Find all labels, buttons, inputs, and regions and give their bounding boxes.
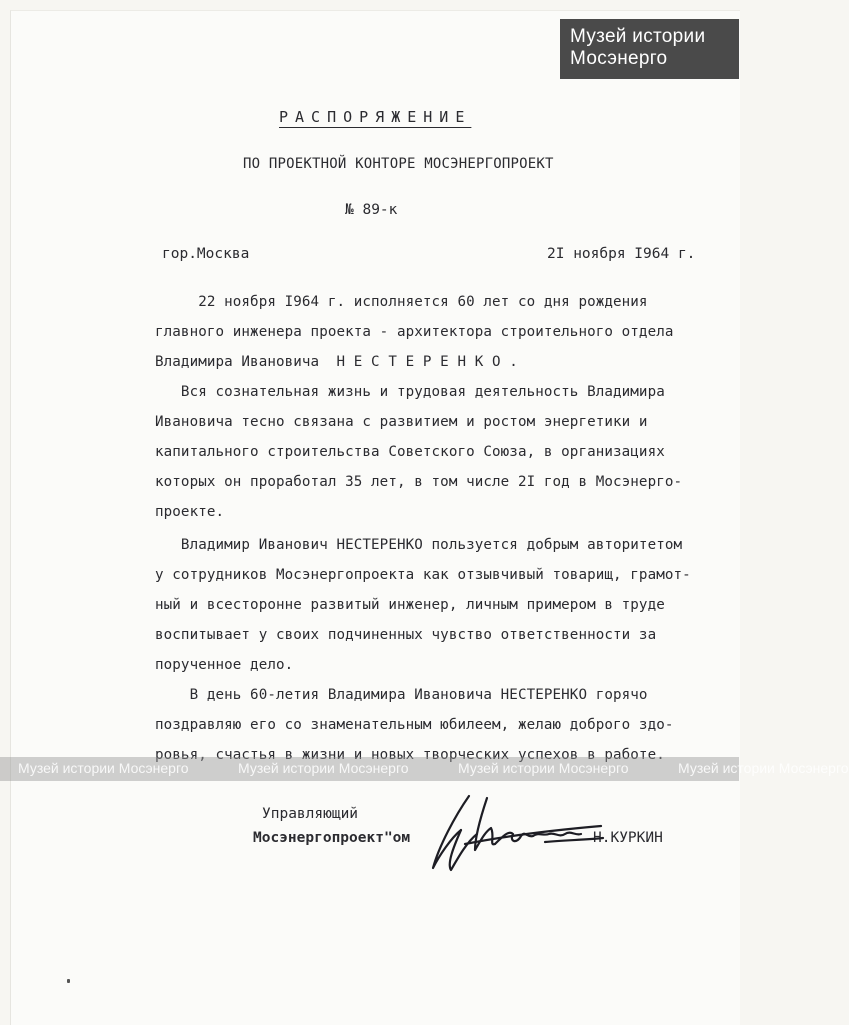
document-title: РАСПОРЯЖЕНИЕ (279, 108, 472, 126)
signatory-title-line-2: Мосэнергопроект"ом (253, 830, 411, 846)
paragraph-2: Вся сознательная жизнь и трудовая деятельность Владимира Ивановича тесно связана с развитием и ростом энергетики и капитального строительства Советского Союза, в организациях которых он проработал 35 лет, в том числе 2I год в Мосэнерго- проекте. (155, 384, 683, 520)
watermark-text: Музей истории Мосэнерго (238, 760, 409, 776)
document-city: гор.Москва (162, 246, 250, 262)
document-number: № 89-к (345, 202, 398, 218)
handwritten-signature (425, 786, 605, 881)
document-subtitle: ПО ПРОЕКТНОЙ КОНТОРЕ МОСЭНЕРГОПРОЕКТ (243, 156, 554, 172)
watermark-strip (0, 757, 849, 781)
signatory-name: Н.КУРКИН (593, 830, 663, 846)
paragraph-1: 22 ноября I964 г. исполняется 60 лет со дня рождения главного инженера проекта - архитектора строительного отдела Владимира Ивановича Н Е С Т Е Р Е Н К О . (155, 294, 674, 370)
paragraph-3: Владимир Иванович НЕСТЕРЕНКО пользуется добрым авторитетом у сотрудников Мосэнергопроекта как отзывчивый товарищ, грамот- ный и всесторонне развитый инженер, личным примером в труде воспитывает у своих подчиненных чувство ответственности за порученное дело. (155, 537, 691, 673)
watermark-text: Музей истории Мосэнерго (458, 760, 629, 776)
signatory-title-line-1: Управляющий (262, 806, 359, 822)
watermark-text: Музей истории Мосэнерго (678, 760, 849, 776)
document-date: 2I ноября I964 г. (547, 246, 696, 262)
paper-speck (67, 979, 70, 983)
badge-line-1: Музей истории (570, 26, 706, 47)
paragraph-4: В день 60-летия Владимира Ивановича НЕСТЕРЕНКО горячо поздравляю его со знаменательным юбилеем, желаю доброго здо- ровья, счастья в жизни и новых творческих успехов в работе. (155, 687, 674, 763)
watermark-text: Музей истории Мосэнерго (18, 760, 189, 776)
museum-watermark-badge (560, 19, 739, 79)
badge-line-2: Мосэнерго (570, 48, 668, 69)
